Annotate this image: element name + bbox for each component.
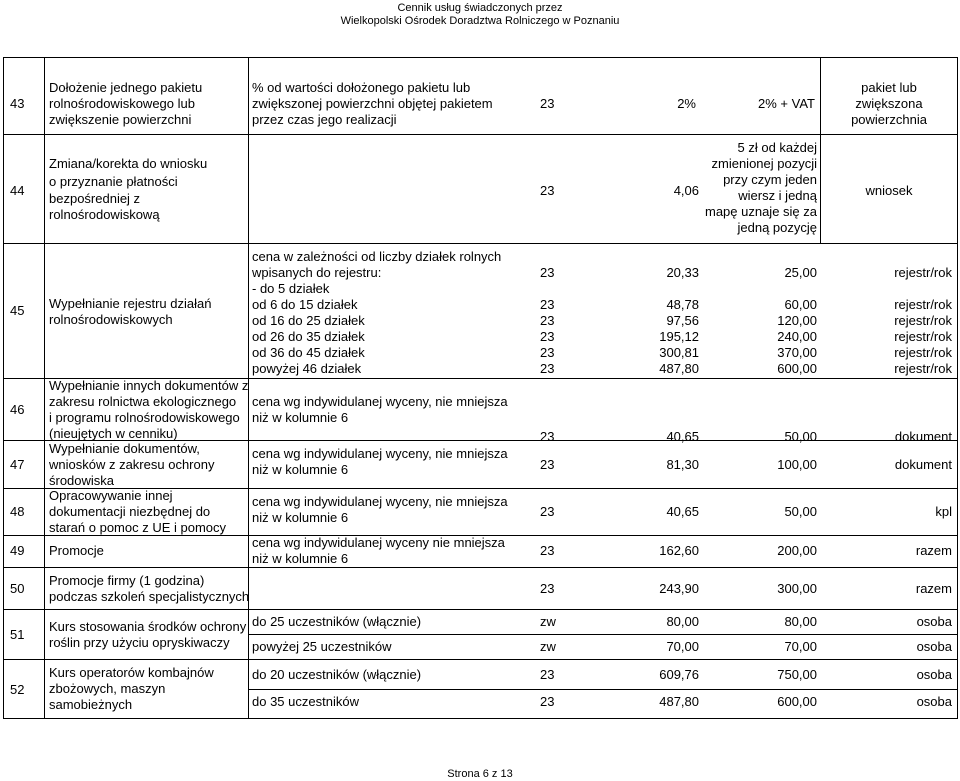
row-44-name-2: o przyznanie płatności xyxy=(49,174,178,189)
row-49-unit: razem xyxy=(915,543,952,558)
row-50-vat: 23 xyxy=(540,581,555,596)
row-52-sub-1-vat: 23 xyxy=(540,667,555,682)
row-45-sub-5-net: 300,81 xyxy=(659,345,699,360)
row-50-name-2: podczas szkoleń specjalistycznych xyxy=(49,589,250,604)
row-46-unit: dokument xyxy=(894,429,952,444)
row-50-net: 243,90 xyxy=(659,581,699,596)
row-46-desc-1: cena wg indywidulanej wyceny, nie mniejsza xyxy=(252,394,508,409)
row-43-name-3: zwiększenie powierzchni xyxy=(49,112,192,127)
row-45-sub-2-net: 48,78 xyxy=(666,297,699,312)
row-43-net: 2% xyxy=(677,96,696,111)
row-51-sub-2-unit: osoba xyxy=(916,639,952,654)
row-44-gross-2: zmienionej pozycji xyxy=(711,156,817,171)
row-51-sub-1-gross: 80,00 xyxy=(784,614,817,629)
row-52-sub-2-label: do 35 uczestników xyxy=(252,694,359,709)
row-47-name-2: wniosków z zakresu ochrony xyxy=(49,457,215,472)
row-47-desc-2: niż w kolumnie 6 xyxy=(252,462,349,477)
row-45-sub-1-label: - do 5 działek xyxy=(252,281,330,296)
row-46-net: 40,65 xyxy=(666,429,699,444)
row-45-sub-6-vat: 23 xyxy=(540,361,555,376)
row-49-net: 162,60 xyxy=(659,543,699,558)
row-45-number: 45 xyxy=(10,303,25,318)
row-52-sub-1-label: do 20 uczestników (włącznie) xyxy=(252,667,422,682)
row-45-intro-1: cena w zależności od liczby działek rolnych xyxy=(252,249,502,264)
row-45-sub-3-net: 97,56 xyxy=(666,313,699,328)
row-45-sub-2-gross: 60,00 xyxy=(784,297,817,312)
row-47-name-1: Wypełnianie dokumentów, xyxy=(49,441,200,456)
row-45-sub-5-label: od 36 do 45 działek xyxy=(252,345,365,360)
row-47-number: 47 xyxy=(10,457,25,472)
row-51-name-2: roślin przy użyciu opryskiwaczy xyxy=(49,635,230,650)
row-50-gross: 300,00 xyxy=(777,581,817,596)
row-51-sub-2-gross: 70,00 xyxy=(784,639,817,654)
page-number: Strona 6 z 13 xyxy=(447,768,513,780)
row-52-sub-2-vat: 23 xyxy=(540,694,555,709)
row-48-desc-1: cena wg indywidulanej wyceny, nie mniejsza xyxy=(252,494,508,509)
row-43-number: 43 xyxy=(10,96,25,111)
row-45-sub-6-label: powyżej 46 działek xyxy=(252,361,362,376)
row-44-gross-5: mapę uznaje się za xyxy=(704,204,817,219)
row-51-sub-1-net: 80,00 xyxy=(666,614,699,629)
row-52-name-2: zbożowych, maszyn xyxy=(49,681,166,696)
row-44-gross-3: przy czym jeden xyxy=(723,172,817,187)
row-48-unit: kpl xyxy=(935,504,952,519)
row-49-gross: 200,00 xyxy=(777,543,817,558)
row-46-name-3: i programu rolnośrodowiskowego xyxy=(49,410,240,425)
row-45-sub-5-gross: 370,00 xyxy=(777,345,817,360)
row-49-name: Promocje xyxy=(49,543,104,558)
row-44-name-1: Zmiana/korekta do wniosku xyxy=(49,156,208,171)
row-48-gross: 50,00 xyxy=(784,504,817,519)
row-45-sub-5-vat: 23 xyxy=(540,345,555,360)
row-45-sub-1-gross: 25,00 xyxy=(784,265,817,280)
row-45-sub-2-vat: 23 xyxy=(540,297,555,312)
row-46-desc-2: niż w kolumnie 6 xyxy=(252,410,349,425)
row-52-sub-1-gross: 750,00 xyxy=(777,667,817,682)
row-45-sub-3-unit: rejestr/rok xyxy=(894,313,952,328)
row-46-name-1: Wypełnianie innych dokumentów z xyxy=(49,378,249,393)
row-45-sub-6-net: 487,80 xyxy=(659,361,699,376)
row-46-gross: 50,00 xyxy=(784,429,817,444)
row-45-sub-2-unit: rejestr/rok xyxy=(894,297,952,312)
row-44-gross-6: jedną pozycję xyxy=(737,220,817,235)
row-45-sub-3-vat: 23 xyxy=(540,313,555,328)
row-46-vat: 23 xyxy=(540,429,555,444)
row-43-unit-3: powierzchnia xyxy=(851,112,927,127)
row-50-name-1: Promocje firmy (1 godzina) xyxy=(49,573,205,588)
row-45-sub-4-label: od 26 do 35 działek xyxy=(252,329,365,344)
row-44-unit: wniosek xyxy=(865,183,913,198)
row-52-sub-1-unit: osoba xyxy=(916,667,952,682)
row-51-sub-2-vat: zw xyxy=(540,639,556,654)
row-48-name-3: starań o pomoc z UE i pomocy xyxy=(49,520,227,535)
row-44-gross-4: wiersz i jedną xyxy=(738,188,817,203)
row-46-name-2: zakresu rolnictwa ekologicznego xyxy=(49,394,237,409)
row-43-gross: 2% + VAT xyxy=(758,96,815,111)
row-49-desc-1: cena wg indywidulanej wyceny nie mniejsza xyxy=(252,535,505,550)
row-43-desc-2: zwiększonej powierzchni objętej pakietem xyxy=(252,96,493,111)
row-43-desc-1: % od wartości dołożonego pakietu lub xyxy=(252,80,471,95)
row-48-vat: 23 xyxy=(540,504,555,519)
row-45-sub-4-unit: rejestr/rok xyxy=(894,329,952,344)
row-51-sub-1-vat: zw xyxy=(540,614,556,629)
row-48-name-2: dokumentacji niezbędnej do xyxy=(49,504,211,519)
row-46-number: 46 xyxy=(10,402,25,417)
row-44-number: 44 xyxy=(10,183,25,198)
row-45-sub-1-unit: rejestr/rok xyxy=(894,265,952,280)
header-line-2: Wielkopolski Ośrodek Doradztwa Rolniczego w Poznaniu xyxy=(340,15,620,27)
row-47-net: 81,30 xyxy=(666,457,699,472)
row-50-unit: razem xyxy=(915,581,952,596)
row-52-sub-2-gross: 600,00 xyxy=(777,694,817,709)
row-47-name-3: środowiska xyxy=(49,473,115,488)
row-51-sub-1-unit: osoba xyxy=(916,614,952,629)
row-45-sub-4-net: 195,12 xyxy=(659,329,699,344)
row-45-sub-1-net: 20,33 xyxy=(666,265,699,280)
row-45-sub-3-gross: 120,00 xyxy=(777,313,817,328)
row-52-sub-1-net: 609,76 xyxy=(659,667,699,682)
row-44-name-4: rolnośrodowiskową xyxy=(49,207,160,222)
row-52-sub-2-unit: osoba xyxy=(916,694,952,709)
row-48-net: 40,65 xyxy=(666,504,699,519)
header-line-1: Cennik usług świadczonych przez xyxy=(397,2,563,14)
row-45-sub-5-unit: rejestr/rok xyxy=(894,345,952,360)
row-44-gross-1: 5 zł od każdej xyxy=(737,140,817,155)
row-51-number: 51 xyxy=(10,627,25,642)
row-52-sub-2-net: 487,80 xyxy=(659,694,699,709)
row-52-name-1: Kurs operatorów kombajnów xyxy=(49,665,214,680)
row-45-name-1: Wypełnianie rejestru działań xyxy=(49,296,212,311)
row-51-sub-2-label: powyżej 25 uczestników xyxy=(252,639,392,654)
row-45-sub-4-gross: 240,00 xyxy=(777,329,817,344)
row-43-unit-2: zwiększona xyxy=(855,96,923,111)
row-43-name-2: rolnośrodowiskowego lub xyxy=(49,96,195,111)
row-51-sub-2-net: 70,00 xyxy=(666,639,699,654)
row-45-name-2: rolnośrodowiskowych xyxy=(49,312,173,327)
row-43-name-1: Dołożenie jednego pakietu xyxy=(49,80,203,95)
row-45-sub-4-vat: 23 xyxy=(540,329,555,344)
row-48-number: 48 xyxy=(10,504,25,519)
row-45-sub-6-unit: rejestr/rok xyxy=(894,361,952,376)
row-47-desc-1: cena wg indywidulanej wyceny, nie mniejsza xyxy=(252,446,508,461)
row-43-vat: 23 xyxy=(540,96,555,111)
row-51-sub-1-label: do 25 uczestników (włącznie) xyxy=(252,614,422,629)
row-44-name-3: bezpośredniej z xyxy=(49,191,141,206)
row-51-name-1: Kurs stosowania środków ochrony xyxy=(49,619,247,634)
row-48-name-1: Opracowywanie innej xyxy=(49,488,173,503)
row-47-gross: 100,00 xyxy=(777,457,817,472)
row-45-sub-6-gross: 600,00 xyxy=(777,361,817,376)
row-49-number: 49 xyxy=(10,543,25,558)
row-45-sub-1-vat: 23 xyxy=(540,265,555,280)
row-48-desc-2: niż w kolumnie 6 xyxy=(252,510,349,525)
row-45-intro-2: wpisanych do rejestru: xyxy=(252,265,382,280)
row-45-sub-2-label: od 6 do 15 działek xyxy=(252,297,358,312)
row-52-number: 52 xyxy=(10,682,25,697)
row-45-sub-3-label: od 16 do 25 działek xyxy=(252,313,365,328)
row-50-number: 50 xyxy=(10,581,25,596)
row-44-vat: 23 xyxy=(540,183,555,198)
row-43-unit-1: pakiet lub xyxy=(861,80,917,95)
row-47-unit: dokument xyxy=(894,457,952,472)
row-43-desc-3: przez czas jego realizacji xyxy=(252,112,397,127)
row-44-net: 4,06 xyxy=(673,183,699,198)
row-49-vat: 23 xyxy=(540,543,555,558)
row-47-vat: 23 xyxy=(540,457,555,472)
row-52-name-3: samobieżnych xyxy=(49,697,133,712)
row-46-name-4: (nieujętych w cenniku) xyxy=(49,426,178,441)
row-49-desc-2: niż w kolumnie 6 xyxy=(252,551,349,566)
